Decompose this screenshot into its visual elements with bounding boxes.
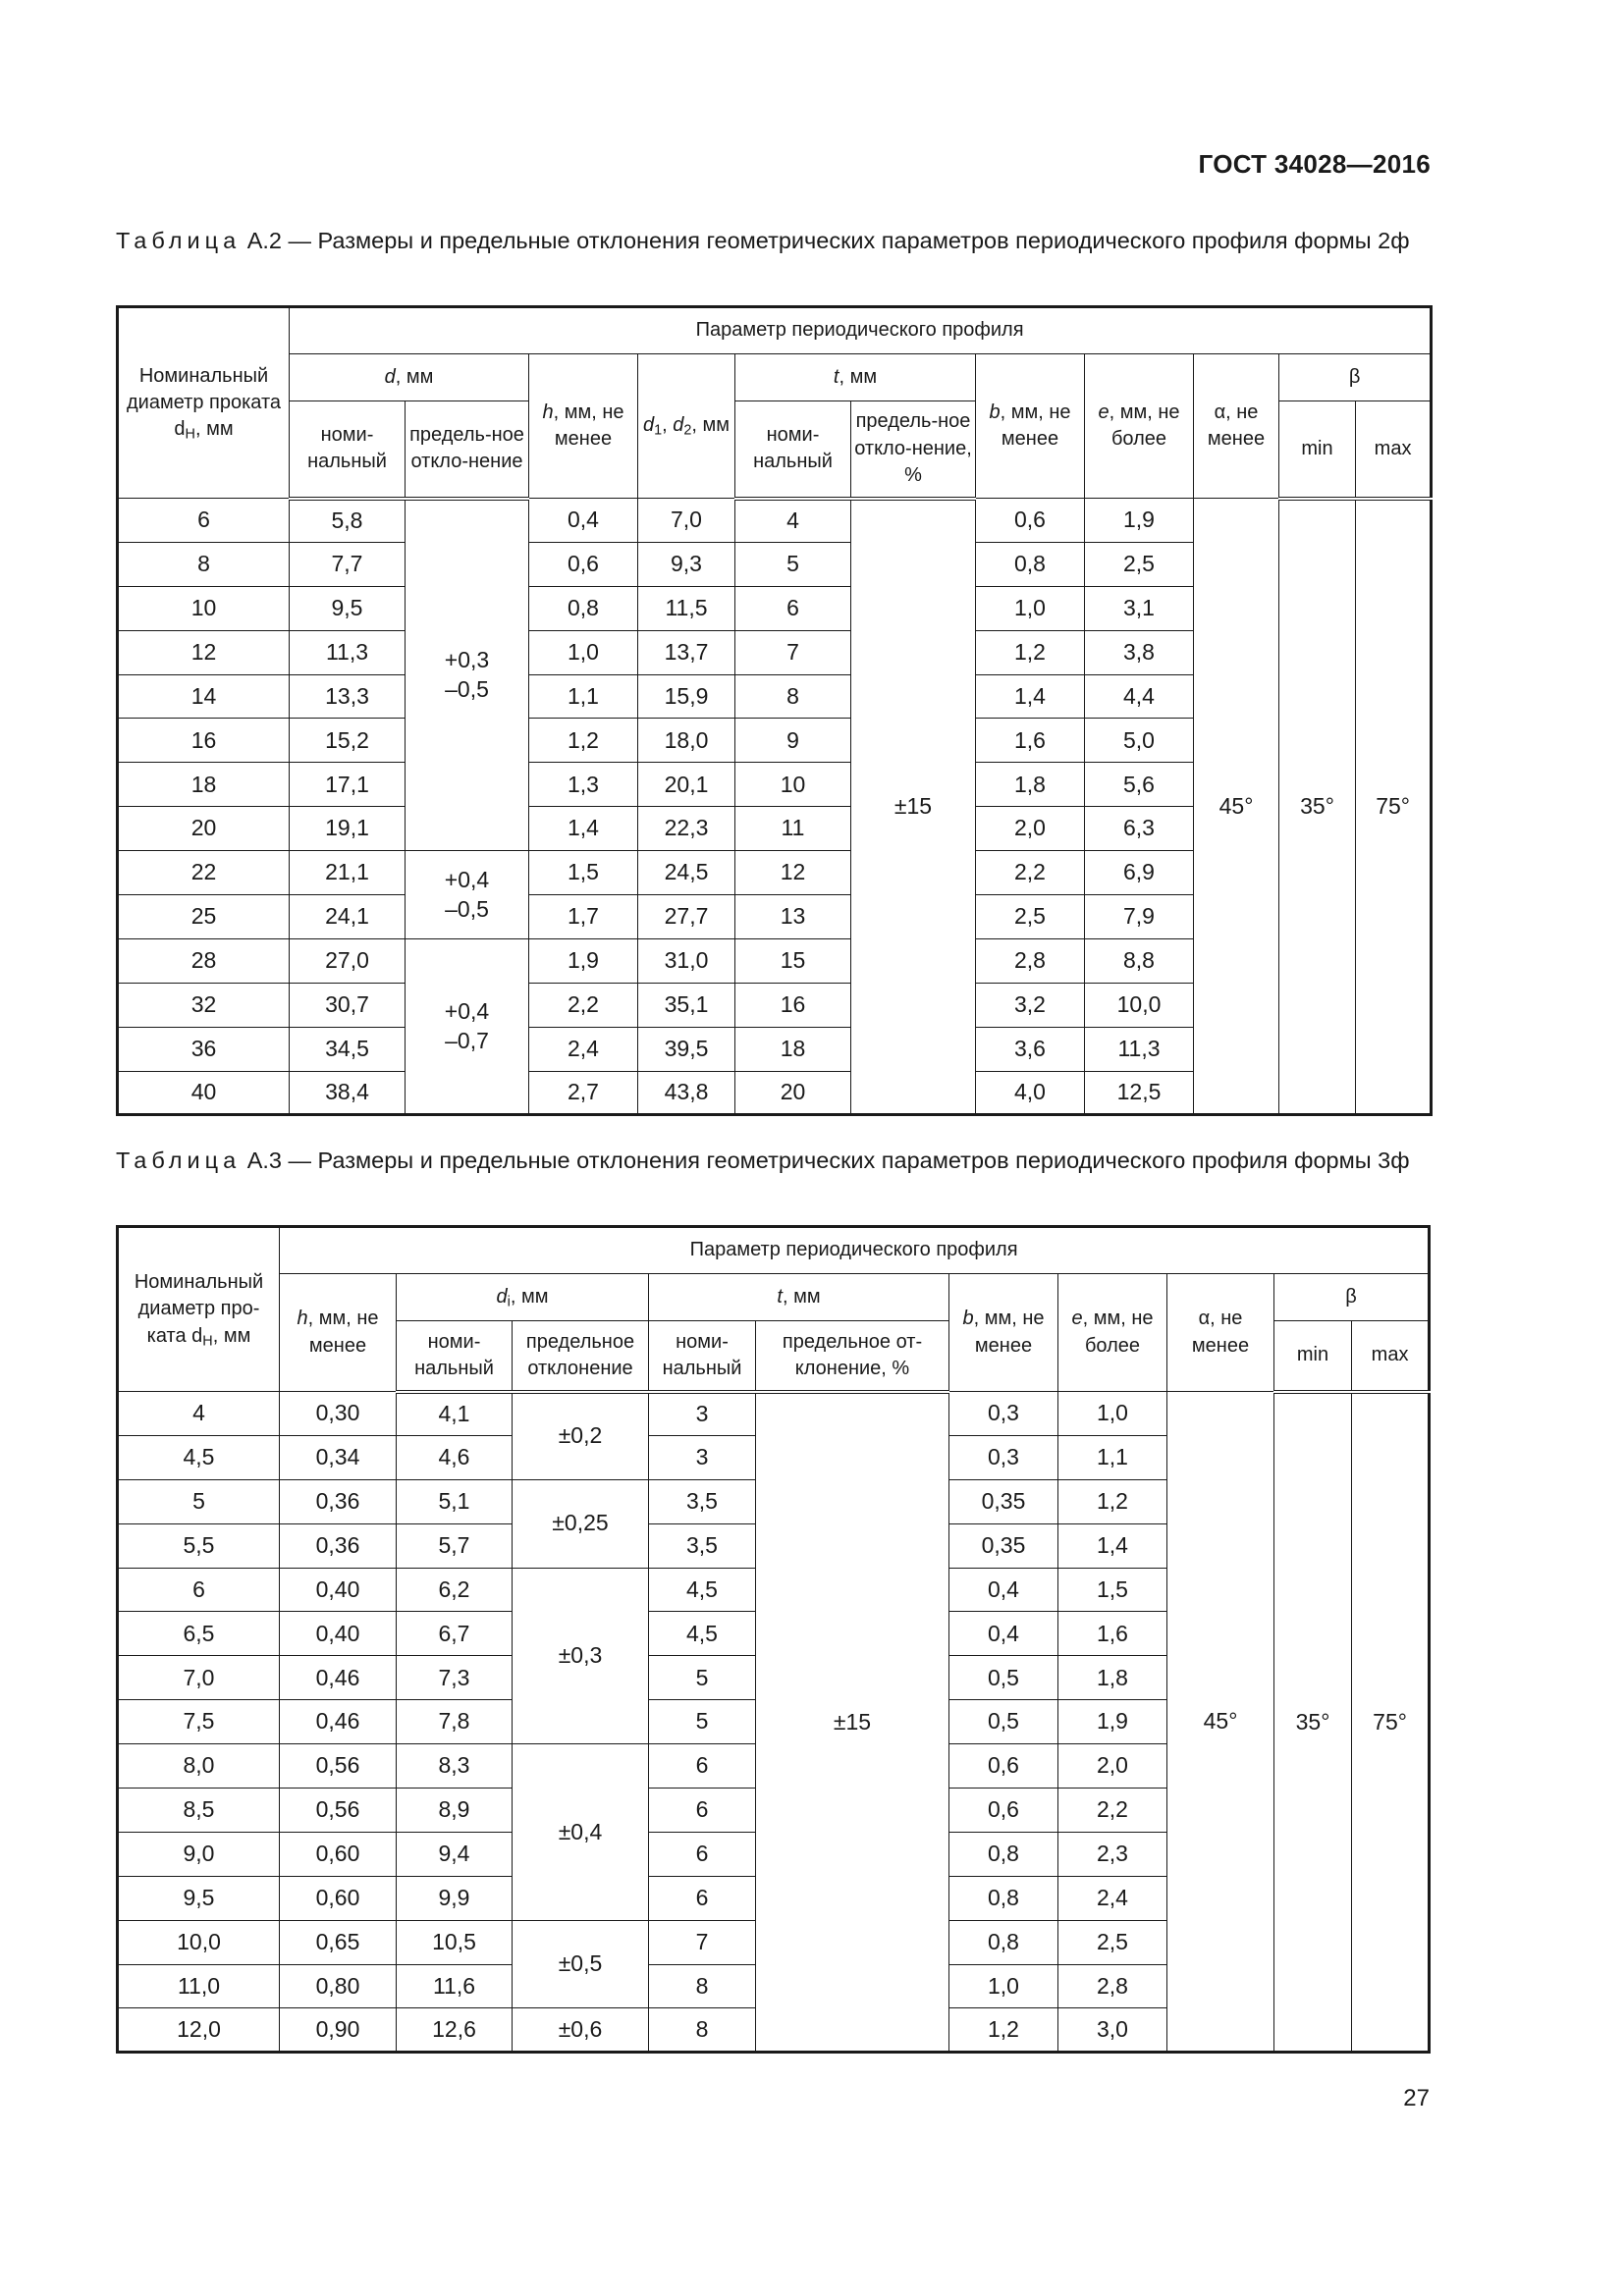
table-a3-caption-text: А.3 — Размеры и предельные отклонения геометрических параметров периодического профиля формы 3ф bbox=[246, 1148, 1410, 1173]
cell-beta-max: 75° bbox=[1352, 1392, 1430, 2053]
head-profile-parameter: Параметр периодического профиля bbox=[280, 1227, 1430, 1274]
cell-t-nominal: 15 bbox=[735, 938, 851, 983]
cell-nominal-diameter: 18 bbox=[118, 763, 290, 807]
table-row bbox=[118, 499, 1432, 543]
cell-h: 1,0 bbox=[529, 630, 638, 674]
cell-di-deviation: ±0,2 bbox=[513, 1392, 649, 1480]
cell-h: 0,36 bbox=[280, 1523, 397, 1568]
cell-beta-max: 75° bbox=[1356, 499, 1432, 1115]
cell-h: 0,40 bbox=[280, 1612, 397, 1656]
cell-nominal-diameter: 36 bbox=[118, 1027, 290, 1071]
cell-e: 11,3 bbox=[1085, 1027, 1194, 1071]
cell-t-nominal: 20 bbox=[735, 1071, 851, 1115]
cell-e: 3,1 bbox=[1085, 586, 1194, 630]
cell-e: 1,1 bbox=[1058, 1435, 1167, 1479]
cell-di-nominal: 6,7 bbox=[397, 1612, 513, 1656]
cell-b: 0,5 bbox=[949, 1656, 1058, 1700]
head-beta-max: max bbox=[1352, 1321, 1430, 1392]
cell-nominal-diameter: 11,0 bbox=[118, 1964, 280, 2008]
head-d1-d2: $d_1$, $d_2$, мм bbox=[638, 354, 735, 499]
cell-t-nominal: 6 bbox=[649, 1876, 756, 1920]
cell-e: 2,3 bbox=[1058, 1832, 1167, 1876]
cell-nominal-diameter: 5 bbox=[118, 1479, 280, 1523]
cell-t-nominal: 6 bbox=[649, 1832, 756, 1876]
cell-e: 10,0 bbox=[1085, 983, 1194, 1027]
page-number: 27 bbox=[1403, 2085, 1430, 2111]
cell-t-nominal: 6 bbox=[735, 586, 851, 630]
cell-t-nominal: 10 bbox=[735, 763, 851, 807]
cell-b: 2,0 bbox=[976, 807, 1085, 851]
cell-alpha: 45° bbox=[1167, 1392, 1274, 2053]
cell-b: 1,2 bbox=[976, 630, 1085, 674]
cell-b: 0,35 bbox=[949, 1479, 1058, 1523]
cell-di-deviation: ±0,6 bbox=[513, 2008, 649, 2053]
cell-d-nominal: 13,3 bbox=[290, 674, 406, 719]
cell-di-nominal: 8,3 bbox=[397, 1744, 513, 1789]
cell-h: 2,2 bbox=[529, 983, 638, 1027]
table-a2-caption bbox=[116, 226, 1430, 256]
cell-d1-d2: 39,5 bbox=[638, 1027, 735, 1071]
cell-di-nominal: 10,5 bbox=[397, 1920, 513, 1964]
cell-e: 1,0 bbox=[1058, 1392, 1167, 1436]
cell-d-deviation: +0,4 –0,5 bbox=[406, 851, 529, 939]
cell-h: 0,36 bbox=[280, 1479, 397, 1523]
cell-e: 2,0 bbox=[1058, 1744, 1167, 1789]
cell-b: 1,0 bbox=[976, 586, 1085, 630]
head-nominal-diameter: Номинальный диаметр про-ката $d_Н$, мм bbox=[118, 1227, 280, 1392]
cell-t-nominal: 5 bbox=[649, 1656, 756, 1700]
head-h: h, мм, не менее bbox=[529, 354, 638, 499]
cell-h: 0,6 bbox=[529, 542, 638, 586]
cell-e: 2,5 bbox=[1085, 542, 1194, 586]
cell-e: 7,9 bbox=[1085, 895, 1194, 939]
cell-di-nominal: 9,4 bbox=[397, 1832, 513, 1876]
cell-nominal-diameter: 12 bbox=[118, 630, 290, 674]
cell-t-nominal: 3,5 bbox=[649, 1523, 756, 1568]
cell-t-nominal: 7 bbox=[735, 630, 851, 674]
cell-t-nominal: 4,5 bbox=[649, 1568, 756, 1612]
head-t-nominal: номи-нальный bbox=[735, 401, 851, 499]
head-t-nominal: номи-нальный bbox=[649, 1321, 756, 1392]
cell-e: 8,8 bbox=[1085, 938, 1194, 983]
cell-e: 4,4 bbox=[1085, 674, 1194, 719]
head-e: e, мм, не более bbox=[1058, 1274, 1167, 1392]
cell-t-nominal: 11 bbox=[735, 807, 851, 851]
cell-b: 0,3 bbox=[949, 1392, 1058, 1436]
cell-d1-d2: 43,8 bbox=[638, 1071, 735, 1115]
cell-h: 1,1 bbox=[529, 674, 638, 719]
cell-nominal-diameter: 4,5 bbox=[118, 1435, 280, 1479]
head-beta: β bbox=[1279, 354, 1432, 401]
cell-t-nominal: 6 bbox=[649, 1789, 756, 1833]
cell-di-nominal: 7,8 bbox=[397, 1700, 513, 1744]
cell-di-nominal: 4,1 bbox=[397, 1392, 513, 1436]
cell-nominal-diameter: 7,0 bbox=[118, 1656, 280, 1700]
cell-h: 2,4 bbox=[529, 1027, 638, 1071]
cell-b: 0,8 bbox=[949, 1876, 1058, 1920]
cell-h: 1,3 bbox=[529, 763, 638, 807]
cell-d-nominal: 38,4 bbox=[290, 1071, 406, 1115]
head-d-deviation: предель-ное откло-нение bbox=[406, 401, 529, 499]
cell-t-nominal: 16 bbox=[735, 983, 851, 1027]
cell-di-nominal: 6,2 bbox=[397, 1568, 513, 1612]
head-t: t, мм bbox=[735, 354, 976, 401]
cell-e: 1,8 bbox=[1058, 1656, 1167, 1700]
cell-b: 0,6 bbox=[976, 499, 1085, 543]
cell-d1-d2: 7,0 bbox=[638, 499, 735, 543]
cell-alpha: 45° bbox=[1194, 499, 1279, 1115]
cell-b: 0,8 bbox=[976, 542, 1085, 586]
head-e: e, мм, не более bbox=[1085, 354, 1194, 499]
cell-di-deviation: ±0,5 bbox=[513, 1920, 649, 2008]
cell-d-deviation: +0,4 –0,7 bbox=[406, 938, 529, 1115]
cell-t-nominal: 3 bbox=[649, 1435, 756, 1479]
cell-nominal-diameter: 10,0 bbox=[118, 1920, 280, 1964]
cell-nominal-diameter: 22 bbox=[118, 851, 290, 895]
cell-h: 0,46 bbox=[280, 1700, 397, 1744]
cell-h: 0,80 bbox=[280, 1964, 397, 2008]
cell-nominal-diameter: 6 bbox=[118, 499, 290, 543]
cell-nominal-diameter: 16 bbox=[118, 719, 290, 763]
cell-d-nominal: 30,7 bbox=[290, 983, 406, 1027]
head-t: t, мм bbox=[649, 1274, 949, 1321]
head-beta-min: min bbox=[1274, 1321, 1352, 1392]
cell-b: 1,0 bbox=[949, 1964, 1058, 2008]
cell-e: 6,9 bbox=[1085, 851, 1194, 895]
cell-di-nominal: 7,3 bbox=[397, 1656, 513, 1700]
head-nominal-diameter: Номинальный диаметр проката $d_Н$, мм bbox=[118, 307, 290, 499]
head-h: h, мм, не менее bbox=[280, 1274, 397, 1392]
cell-e: 1,2 bbox=[1058, 1479, 1167, 1523]
cell-b: 0,4 bbox=[949, 1568, 1058, 1612]
cell-d1-d2: 9,3 bbox=[638, 542, 735, 586]
table-a3-head bbox=[118, 1227, 1430, 1392]
cell-e: 1,6 bbox=[1058, 1612, 1167, 1656]
cell-d-deviation: +0,3 –0,5 bbox=[406, 499, 529, 851]
cell-nominal-diameter: 12,0 bbox=[118, 2008, 280, 2053]
cell-e: 2,5 bbox=[1058, 1920, 1167, 1964]
cell-h: 1,2 bbox=[529, 719, 638, 763]
cell-d-nominal: 5,8 bbox=[290, 499, 406, 543]
cell-d1-d2: 35,1 bbox=[638, 983, 735, 1027]
cell-b: 2,5 bbox=[976, 895, 1085, 939]
cell-t-nominal: 8 bbox=[649, 2008, 756, 2053]
head-beta-min: min bbox=[1279, 401, 1356, 499]
cell-nominal-diameter: 28 bbox=[118, 938, 290, 983]
cell-d-nominal: 7,7 bbox=[290, 542, 406, 586]
cell-b: 1,6 bbox=[976, 719, 1085, 763]
cell-d-nominal: 15,2 bbox=[290, 719, 406, 763]
cell-d-nominal: 27,0 bbox=[290, 938, 406, 983]
cell-d1-d2: 15,9 bbox=[638, 674, 735, 719]
cell-e: 2,8 bbox=[1058, 1964, 1167, 2008]
cell-e: 1,4 bbox=[1058, 1523, 1167, 1568]
cell-b: 0,6 bbox=[949, 1744, 1058, 1789]
table-a2-head bbox=[118, 307, 1432, 499]
cell-b: 4,0 bbox=[976, 1071, 1085, 1115]
cell-h: 0,90 bbox=[280, 2008, 397, 2053]
cell-t-nominal: 6 bbox=[649, 1744, 756, 1789]
cell-e: 1,9 bbox=[1085, 499, 1194, 543]
cell-b: 0,8 bbox=[949, 1920, 1058, 1964]
head-t-deviation: предельное от-клонение, % bbox=[756, 1321, 949, 1392]
cell-e: 1,5 bbox=[1058, 1568, 1167, 1612]
cell-b: 1,8 bbox=[976, 763, 1085, 807]
cell-d-nominal: 17,1 bbox=[290, 763, 406, 807]
cell-d1-d2: 24,5 bbox=[638, 851, 735, 895]
cell-e: 5,6 bbox=[1085, 763, 1194, 807]
cell-di-nominal: 8,9 bbox=[397, 1789, 513, 1833]
cell-nominal-diameter: 9,0 bbox=[118, 1832, 280, 1876]
cell-nominal-diameter: 8,5 bbox=[118, 1789, 280, 1833]
table-a3-body bbox=[118, 1392, 1430, 2053]
cell-b: 0,6 bbox=[949, 1789, 1058, 1833]
cell-e: 2,4 bbox=[1058, 1876, 1167, 1920]
cell-h: 0,60 bbox=[280, 1832, 397, 1876]
cell-h: 0,34 bbox=[280, 1435, 397, 1479]
head-b: b, мм, не менее bbox=[976, 354, 1085, 499]
cell-di-deviation: ±0,3 bbox=[513, 1568, 649, 1744]
cell-t-nominal: 7 bbox=[649, 1920, 756, 1964]
cell-nominal-diameter: 14 bbox=[118, 674, 290, 719]
cell-di-deviation: ±0,4 bbox=[513, 1744, 649, 1921]
cell-h: 0,56 bbox=[280, 1789, 397, 1833]
cell-nominal-diameter: 10 bbox=[118, 586, 290, 630]
cell-di-nominal: 11,6 bbox=[397, 1964, 513, 2008]
cell-t-nominal: 4 bbox=[735, 499, 851, 543]
cell-d-nominal: 19,1 bbox=[290, 807, 406, 851]
cell-d1-d2: 11,5 bbox=[638, 586, 735, 630]
cell-h: 0,4 bbox=[529, 499, 638, 543]
table-a2-body bbox=[118, 499, 1432, 1115]
cell-h: 1,9 bbox=[529, 938, 638, 983]
cell-t-nominal: 8 bbox=[735, 674, 851, 719]
document-code: ГОСТ 34028—2016 bbox=[1198, 149, 1431, 179]
cell-di-deviation: ±0,25 bbox=[513, 1479, 649, 1568]
cell-b: 0,4 bbox=[949, 1612, 1058, 1656]
cell-h: 1,4 bbox=[529, 807, 638, 851]
head-d: d, мм bbox=[290, 354, 529, 401]
table-row bbox=[118, 1392, 1430, 1436]
cell-e: 12,5 bbox=[1085, 1071, 1194, 1115]
table-a3-caption bbox=[116, 1146, 1430, 1176]
cell-d1-d2: 22,3 bbox=[638, 807, 735, 851]
cell-nominal-diameter: 8 bbox=[118, 542, 290, 586]
cell-e: 3,8 bbox=[1085, 630, 1194, 674]
cell-nominal-diameter: 5,5 bbox=[118, 1523, 280, 1568]
cell-di-nominal: 5,1 bbox=[397, 1479, 513, 1523]
head-alpha: α, не менее bbox=[1167, 1274, 1274, 1392]
cell-d1-d2: 18,0 bbox=[638, 719, 735, 763]
cell-t-nominal: 12 bbox=[735, 851, 851, 895]
table-a2 bbox=[116, 305, 1433, 1116]
cell-e: 3,0 bbox=[1058, 2008, 1167, 2053]
cell-b: 0,5 bbox=[949, 1700, 1058, 1744]
cell-nominal-diameter: 4 bbox=[118, 1392, 280, 1436]
cell-t-nominal: 13 bbox=[735, 895, 851, 939]
head-b: b, мм, не менее bbox=[949, 1274, 1058, 1392]
cell-h: 1,5 bbox=[529, 851, 638, 895]
cell-h: 0,46 bbox=[280, 1656, 397, 1700]
cell-t-nominal: 5 bbox=[649, 1700, 756, 1744]
head-alpha: α, не менее bbox=[1194, 354, 1279, 499]
cell-h: 0,56 bbox=[280, 1744, 397, 1789]
head-beta: β bbox=[1274, 1274, 1430, 1321]
cell-b: 0,35 bbox=[949, 1523, 1058, 1568]
cell-h: 0,8 bbox=[529, 586, 638, 630]
cell-d1-d2: 31,0 bbox=[638, 938, 735, 983]
head-di-nominal: номи-нальный bbox=[397, 1321, 513, 1392]
head-beta-max: max bbox=[1356, 401, 1432, 499]
cell-h: 0,30 bbox=[280, 1392, 397, 1436]
cell-nominal-diameter: 6,5 bbox=[118, 1612, 280, 1656]
cell-di-nominal: 5,7 bbox=[397, 1523, 513, 1568]
cell-di-nominal: 9,9 bbox=[397, 1876, 513, 1920]
cell-b: 2,8 bbox=[976, 938, 1085, 983]
cell-e: 6,3 bbox=[1085, 807, 1194, 851]
table-a3-caption-label: Таблица bbox=[116, 1148, 242, 1173]
cell-h: 1,7 bbox=[529, 895, 638, 939]
cell-t-nominal: 5 bbox=[735, 542, 851, 586]
cell-t-deviation: ±15 bbox=[851, 499, 976, 1115]
head-profile-parameter: Параметр периодического профиля bbox=[290, 307, 1432, 354]
cell-t-nominal: 18 bbox=[735, 1027, 851, 1071]
cell-b: 3,6 bbox=[976, 1027, 1085, 1071]
cell-nominal-diameter: 6 bbox=[118, 1568, 280, 1612]
cell-beta-min: 35° bbox=[1279, 499, 1356, 1115]
cell-nominal-diameter: 8,0 bbox=[118, 1744, 280, 1789]
table-a3 bbox=[116, 1225, 1431, 2054]
cell-e: 2,2 bbox=[1058, 1789, 1167, 1833]
cell-t-deviation: ±15 bbox=[756, 1392, 949, 2053]
table-a2-caption-label: Таблица bbox=[116, 228, 242, 253]
cell-nominal-diameter: 9,5 bbox=[118, 1876, 280, 1920]
head-di: $d_i$, мм bbox=[397, 1274, 649, 1321]
cell-h: 0,60 bbox=[280, 1876, 397, 1920]
cell-d-nominal: 11,3 bbox=[290, 630, 406, 674]
cell-d-nominal: 34,5 bbox=[290, 1027, 406, 1071]
cell-di-nominal: 12,6 bbox=[397, 2008, 513, 2053]
cell-nominal-diameter: 7,5 bbox=[118, 1700, 280, 1744]
cell-h: 2,7 bbox=[529, 1071, 638, 1115]
cell-t-nominal: 9 bbox=[735, 719, 851, 763]
cell-nominal-diameter: 40 bbox=[118, 1071, 290, 1115]
cell-t-nominal: 3,5 bbox=[649, 1479, 756, 1523]
cell-nominal-diameter: 20 bbox=[118, 807, 290, 851]
cell-d1-d2: 20,1 bbox=[638, 763, 735, 807]
cell-h: 0,65 bbox=[280, 1920, 397, 1964]
cell-d-nominal: 21,1 bbox=[290, 851, 406, 895]
cell-di-nominal: 4,6 bbox=[397, 1435, 513, 1479]
cell-h: 0,40 bbox=[280, 1568, 397, 1612]
cell-b: 0,8 bbox=[949, 1832, 1058, 1876]
cell-beta-min: 35° bbox=[1274, 1392, 1352, 2053]
cell-d-nominal: 9,5 bbox=[290, 586, 406, 630]
table-a2-caption-text: А.2 — Размеры и предельные отклонения геометрических параметров периодического профиля формы 2ф bbox=[246, 228, 1410, 253]
cell-nominal-diameter: 25 bbox=[118, 895, 290, 939]
head-t-deviation: предель-ное откло-нение, % bbox=[851, 401, 976, 499]
cell-nominal-diameter: 32 bbox=[118, 983, 290, 1027]
head-d-nominal: номи-нальный bbox=[290, 401, 406, 499]
cell-d-nominal: 24,1 bbox=[290, 895, 406, 939]
cell-b: 1,4 bbox=[976, 674, 1085, 719]
cell-b: 3,2 bbox=[976, 983, 1085, 1027]
cell-d1-d2: 27,7 bbox=[638, 895, 735, 939]
cell-t-nominal: 8 bbox=[649, 1964, 756, 2008]
cell-t-nominal: 3 bbox=[649, 1392, 756, 1436]
cell-b: 0,3 bbox=[949, 1435, 1058, 1479]
cell-d1-d2: 13,7 bbox=[638, 630, 735, 674]
cell-e: 5,0 bbox=[1085, 719, 1194, 763]
cell-b: 2,2 bbox=[976, 851, 1085, 895]
head-di-deviation: предельное отклонение bbox=[513, 1321, 649, 1392]
cell-t-nominal: 4,5 bbox=[649, 1612, 756, 1656]
cell-e: 1,9 bbox=[1058, 1700, 1167, 1744]
cell-b: 1,2 bbox=[949, 2008, 1058, 2053]
